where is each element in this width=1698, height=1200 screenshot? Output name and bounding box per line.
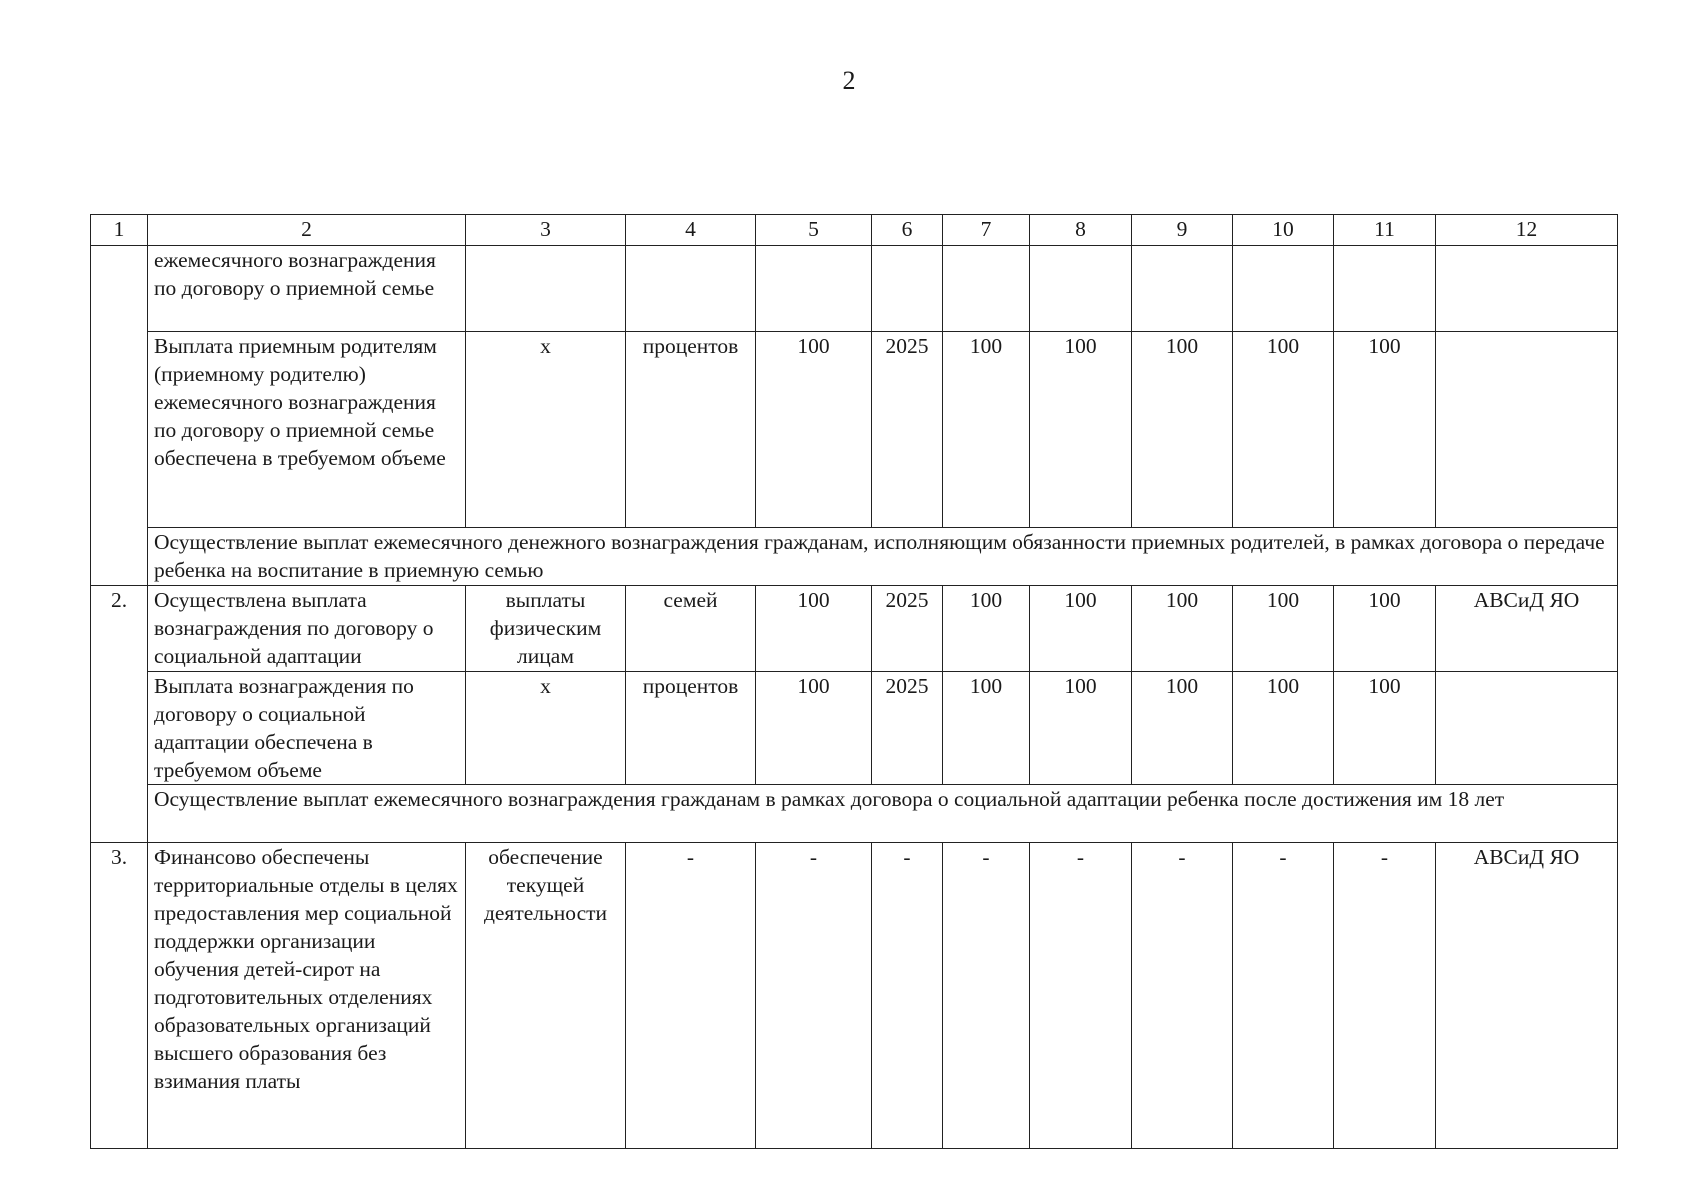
header-cell-11: 11 [1334, 215, 1436, 246]
empty-cell [1030, 246, 1132, 332]
responsible-cell [1436, 332, 1618, 528]
value-cell: 100 [756, 672, 872, 785]
table-row [91, 672, 1618, 785]
table-header-row [91, 215, 1618, 246]
description-cell: Осуществление выплат ежемесячного вознаграждения гражданам в рамках договора о социальной адаптации ребенка после достижения им 18 лет [148, 785, 1618, 843]
header-cell-4: 4 [626, 215, 756, 246]
unit-type-cell: х [466, 672, 626, 785]
page-number: 2 [842, 66, 856, 95]
value-cell: - [1132, 843, 1233, 1149]
table-row [91, 332, 1618, 528]
value-cell: 100 [943, 586, 1030, 672]
indicator-name-cell: Выплата вознаграждения по договору о социальной адаптации обеспечена в требуемом объеме [148, 672, 466, 785]
unit-type-cell: обеспечение текущей деятельности [466, 843, 626, 1149]
value-cell: 100 [1030, 672, 1132, 785]
empty-cell [756, 246, 872, 332]
empty-cell [1334, 246, 1436, 332]
table-row [91, 246, 1618, 332]
measure-unit-cell: процентов [626, 332, 756, 528]
unit-type-cell: выплаты физическим лицам [466, 586, 626, 672]
row-number-cell: 2. [91, 586, 148, 843]
header-cell-2: 2 [148, 215, 466, 246]
header-cell-1: 1 [91, 215, 148, 246]
table-row [91, 528, 1618, 586]
value-cell: - [1030, 843, 1132, 1149]
empty-cell [1233, 246, 1334, 332]
header-cell-7: 7 [943, 215, 1030, 246]
empty-cell [872, 246, 943, 332]
year-cell: 2025 [872, 586, 943, 672]
measure-unit-cell: семей [626, 586, 756, 672]
header-cell-8: 8 [1030, 215, 1132, 246]
description-cell: Осуществление выплат ежемесячного денежного вознаграждения гражданам, исполняющим обязанности приемных родителей, в рамках договора о передаче ребенка на воспитание в приемную семью [148, 528, 1618, 586]
measure-unit-cell: - [626, 843, 756, 1149]
empty-cell [466, 246, 626, 332]
value-cell: 100 [1233, 672, 1334, 785]
value-cell: 100 [756, 332, 872, 528]
indicators-table [90, 214, 1618, 1149]
header-cell-10: 10 [1233, 215, 1334, 246]
value-cell: 100 [1132, 332, 1233, 528]
header-cell-9: 9 [1132, 215, 1233, 246]
value-cell: 100 [1030, 586, 1132, 672]
value-cell: 100 [1132, 672, 1233, 785]
table-row [91, 586, 1618, 672]
value-cell: 100 [943, 332, 1030, 528]
year-cell: 2025 [872, 672, 943, 785]
empty-cell [1132, 246, 1233, 332]
value-cell: 100 [1233, 586, 1334, 672]
value-cell: - [756, 843, 872, 1149]
value-cell: 100 [1030, 332, 1132, 528]
header-cell-6: 6 [872, 215, 943, 246]
unit-type-cell: х [466, 332, 626, 528]
responsible-cell [1436, 672, 1618, 785]
value-cell: - [943, 843, 1030, 1149]
value-cell: - [1233, 843, 1334, 1149]
value-cell: 100 [943, 672, 1030, 785]
measure-unit-cell: процентов [626, 672, 756, 785]
empty-cell [1436, 246, 1618, 332]
table-row [91, 785, 1618, 843]
value-cell: 100 [1334, 332, 1436, 528]
header-cell-5: 5 [756, 215, 872, 246]
empty-cell [943, 246, 1030, 332]
indicator-name-cell: Осуществлена выплата вознаграждения по договору о социальной адаптации [148, 586, 466, 672]
table-row [91, 843, 1618, 1149]
year-cell: - [872, 843, 943, 1149]
indicator-name-cell: ежемесячного вознаграждения по договору о приемной семье [148, 246, 466, 332]
empty-cell [626, 246, 756, 332]
value-cell: 100 [1334, 672, 1436, 785]
header-cell-3: 3 [466, 215, 626, 246]
responsible-cell: АВСиД ЯО [1436, 586, 1618, 672]
indicator-name-cell: Выплата приемным родителям (приемному родителю) ежемесячного вознаграждения по договору о приемной семье обеспечена в требуемом объеме [148, 332, 466, 528]
row-number-cell: 3. [91, 843, 148, 1149]
indicator-name-cell: Финансово обеспечены территориальные отделы в целях предоставления мер социальной поддержки организации обучения детей-сирот на подготовительных отделениях образовательных организаций высшего образования без взимания платы [148, 843, 466, 1149]
value-cell: - [1334, 843, 1436, 1149]
value-cell: 100 [1334, 586, 1436, 672]
row-number-cell [91, 246, 148, 586]
value-cell: 100 [1233, 332, 1334, 528]
year-cell: 2025 [872, 332, 943, 528]
value-cell: 100 [1132, 586, 1233, 672]
value-cell: 100 [756, 586, 872, 672]
header-cell-12: 12 [1436, 215, 1618, 246]
responsible-cell: АВСиД ЯО [1436, 843, 1618, 1149]
